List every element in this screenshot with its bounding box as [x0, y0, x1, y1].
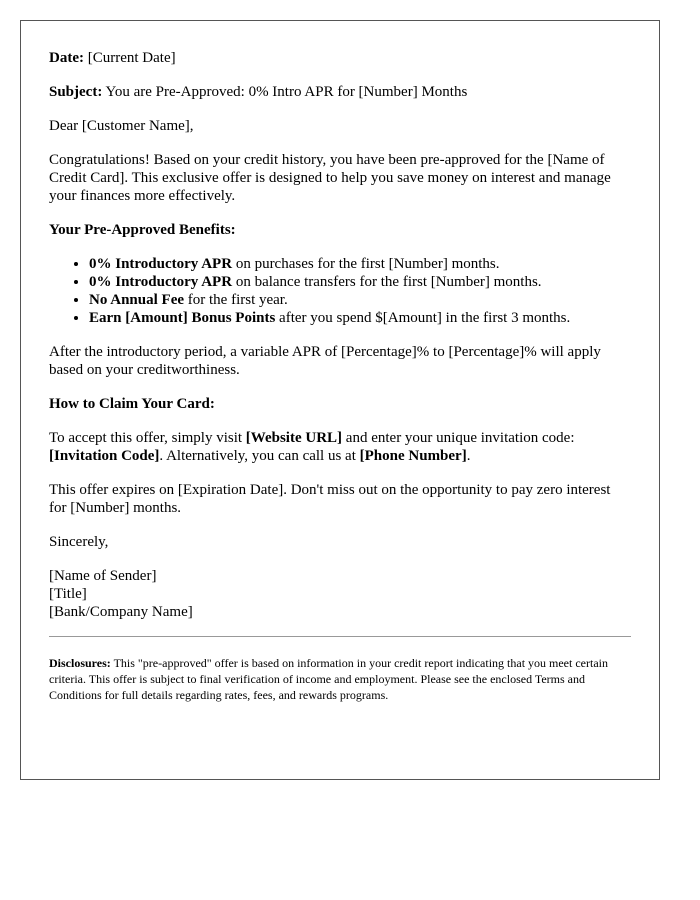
disclosures-label: Disclosures:: [49, 656, 111, 670]
website-url: [Website URL]: [245, 430, 343, 446]
benefit-strong: No Annual Fee: [89, 292, 185, 308]
benefits-list: [49, 255, 631, 327]
benefit-item: [89, 309, 631, 327]
intro-paragraph: Congratulations! Based on your credit history, you have been pre-approved for the [Name of Credit Card]. This exclusive offer is designed to help you save money on interest and manage your finances more effectively.: [49, 152, 611, 204]
invitation-code: [Invitation Code]: [49, 448, 160, 464]
sender-company: [Bank/Company Name]: [49, 604, 193, 620]
disclosures-text: This "pre-approved" offer is based on information in your credit report indicating that you meet certain criteria. This offer is subject to final verification of income and employment. Please see the enclosed Terms and Conditions for full details regarding rates, fees, and rewards programs.: [49, 656, 608, 702]
date-line: [49, 49, 631, 67]
claim-paragraph: [49, 429, 631, 465]
closing: Sincerely,: [49, 534, 109, 550]
claim-text-3: . Alternatively, you can call us at: [159, 448, 360, 464]
expiry-paragraph: This offer expires on [Expiration Date]. Don't miss out on the opportunity to pay zero interest for [Number] months.: [49, 482, 611, 516]
subject-value: You are Pre-Approved: 0% Intro APR for [Number] Months: [105, 84, 468, 100]
claim-text-1: To accept this offer, simply visit: [49, 430, 246, 446]
claim-text-4: .: [466, 448, 471, 464]
subject-label: Subject:: [49, 84, 103, 100]
benefit-text: on purchases for the first [Number] months.: [232, 256, 500, 272]
sender-name: [Name of Sender]: [49, 568, 157, 584]
subject-line: [49, 83, 631, 101]
benefit-strong: Earn [Amount] Bonus Points: [89, 310, 276, 326]
apr-paragraph: After the introductory period, a variable APR of [Percentage]% to [Percentage]% will apply based on your creditworthiness.: [49, 344, 601, 378]
greeting: Dear [Customer Name],: [49, 118, 194, 134]
benefit-text: for the first year.: [184, 292, 288, 308]
divider: [49, 636, 631, 637]
benefit-item: [89, 291, 631, 309]
signature-block: [49, 567, 631, 621]
benefit-text: after you spend $[Amount] in the first 3 months.: [275, 310, 571, 326]
sender-title: [Title]: [49, 586, 87, 602]
date-label: Date:: [49, 50, 84, 66]
claim-text-2: and enter your unique invitation code:: [342, 430, 575, 446]
disclosures: [49, 655, 631, 703]
date-value: [Current Date]: [87, 50, 176, 66]
benefit-item: [89, 255, 631, 273]
phone-number: [Phone Number]: [359, 448, 467, 464]
benefit-text: on balance transfers for the first [Number] months.: [232, 274, 542, 290]
benefit-strong: 0% Introductory APR: [89, 274, 233, 290]
benefits-heading: Your Pre-Approved Benefits:: [49, 222, 236, 238]
benefit-strong: 0% Introductory APR: [89, 256, 233, 272]
benefit-item: [89, 273, 631, 291]
offer-letter: [20, 20, 660, 780]
claim-heading: How to Claim Your Card:: [49, 396, 215, 412]
